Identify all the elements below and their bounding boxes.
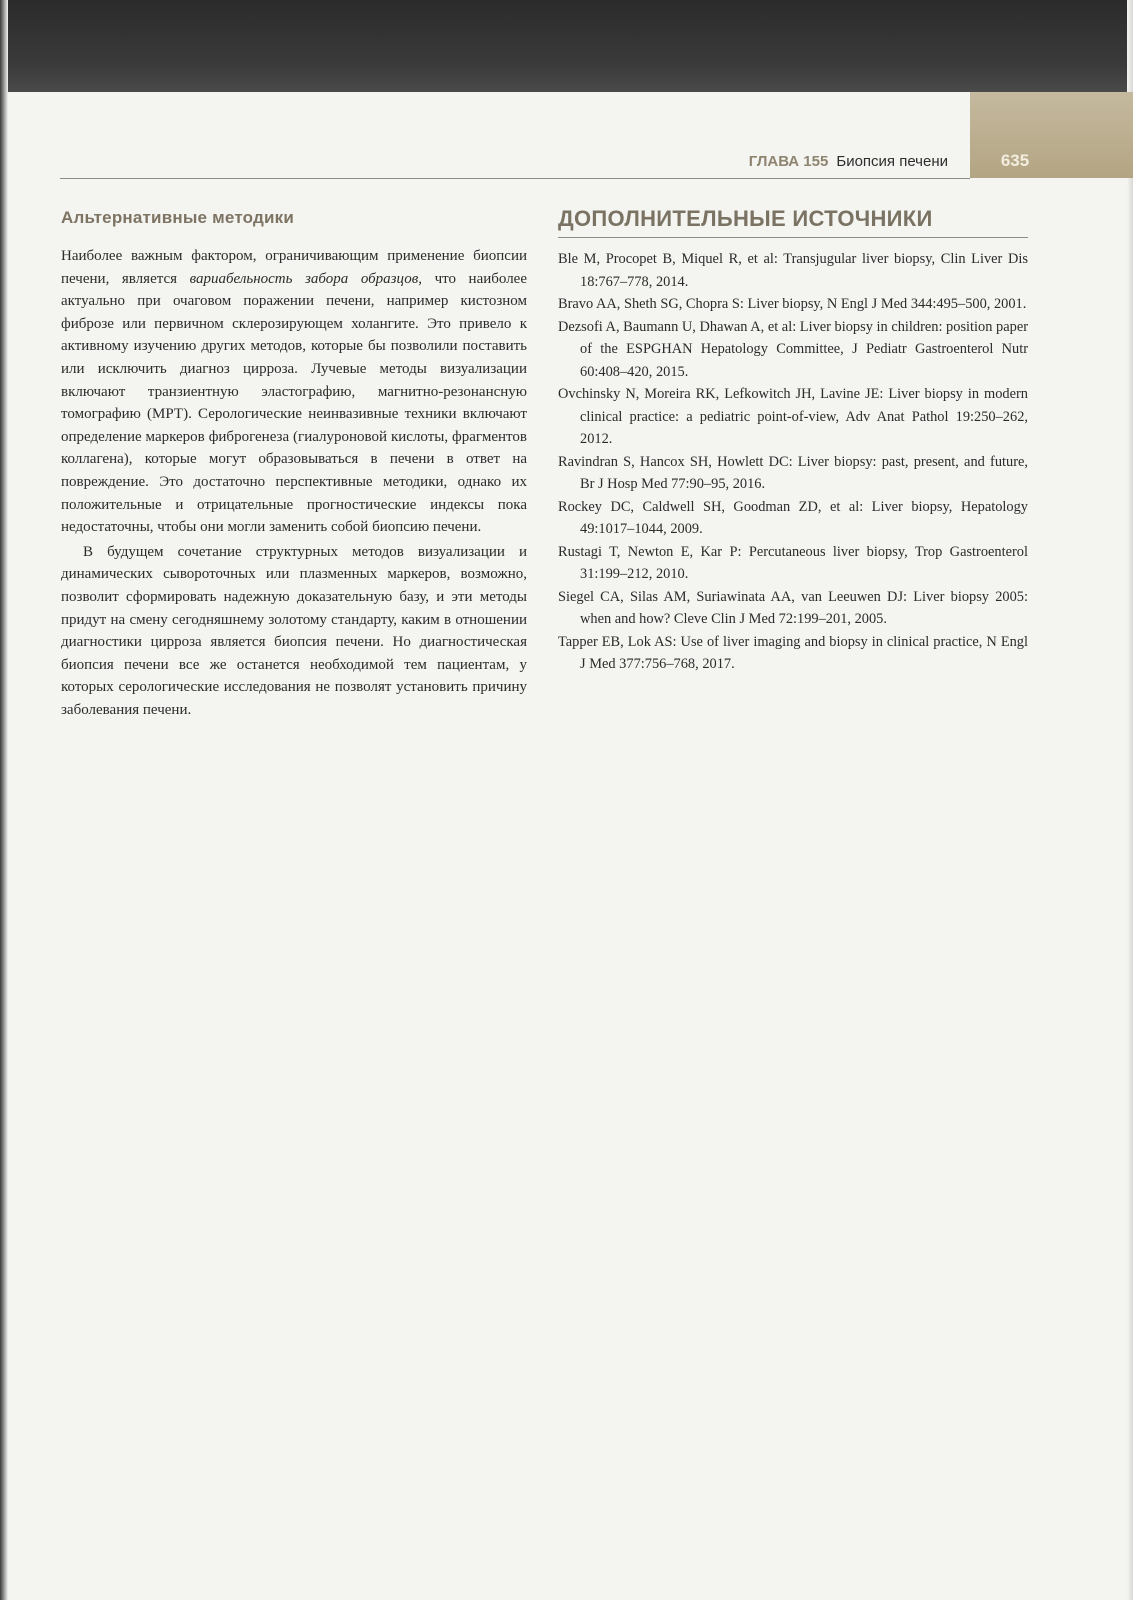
- reference-item: Rockey DC, Caldwell SH, Goodman ZD, et al: Liver biopsy, Hepatology 49:1017–1044, 2009.: [558, 498, 1028, 537]
- reference-item: Dezsofi A, Baumann U, Dhawan A, et al: Liver biopsy in children: position paper of the ESPGHAN Hepatology Committee, J Pediatr Gastroenterol Nutr 60:408–420, 2015.: [558, 318, 1028, 380]
- right-column: [558, 206, 1028, 676]
- reference-item: Tapper EB, Lok AS: Use of liver imaging and biopsy in clinical practice, N Engl J Med 377:756–768, 2017.: [558, 633, 1028, 672]
- scan-right-edge: [1127, 0, 1133, 1600]
- scan-top-shadow: [0, 0, 1133, 92]
- paragraph-1: [61, 245, 527, 539]
- section-title-alternatives: Альтернативные методики: [61, 208, 294, 227]
- paragraph-2: В будущем сочетание структурных методов визуализации и динамических сывороточных или плазменных маркеров, возможно, позволит сформировать надежную доказательную базу, и эти методы придут на смену сегодняшнему золотому стандарту, каким в отношении диагностики цирроза является биопсия печени. Но диагностическая биопсия печени все же останется необходимой тем пациентам, у которых серологические исследования не позволят установить причину заболевания печени.: [61, 543, 527, 718]
- references-rule: [558, 237, 1028, 238]
- paragraph-1-text-a: Наиболее важным фактором, ограничивающим применение биопсии печени, является: [61, 248, 527, 287]
- reference-item: Bravo AA, Sheth SG, Chopra S: Liver biopsy, N Engl J Med 344:495–500, 2001.: [558, 296, 1027, 312]
- reference-item: Ovchinsky N, Moreira RK, Lefkowitch JH, Lavine JE: Liver biopsy in modern clinical practice: a pediatric point-of-view, Adv Anat Pathol 19:250–262, 2012.: [558, 386, 1028, 447]
- section-body: [61, 245, 527, 721]
- reference-item: Rustagi T, Newton E, Kar P: Percutaneous liver biopsy, Trop Gastroenterol 31:199–212, 2010.: [558, 543, 1028, 582]
- reference-item: Ravindran S, Hancox SH, Howlett DC: Liver biopsy: past, present, and future, Br J Hosp Med 77:90–95, 2016.: [558, 453, 1028, 492]
- paragraph-1-text-b: , что наиболее актуально при очаговом поражении печени, например кистозном фиброзе или первичном склерозирующем холангите. Это привело к активному изучению других методов, которые бы позволили поставить или исключить диагноз цирроза. Лучевые методы визуализации включают транзиентную эластографию, магнитно-резонансную томографию (МРТ). Серологические неинвазивные техники включают определение маркеров фиброгенеза (гиалуроновой кислоты, фрагментов коллагена), которые могут образовываться в печени в ответ на повреждение. Это достаточно перспективные методики, однако их положительные и отрицательные прогностические индексы пока недостаточны, чтобы они могли заменить собой биопсию печени.: [61, 270, 527, 536]
- running-head: [600, 153, 948, 170]
- chapter-title: Биопсия печени: [836, 153, 948, 170]
- page-number: 635: [1000, 151, 1030, 170]
- paragraph-1-emphasis: вариабельность забора образцов: [189, 270, 419, 287]
- reference-item: Siegel CA, Silas AM, Suriawinata AA, van Leeuwen DJ: Liver biopsy 2005: when and how? Cleve Clin J Med 72:199–201, 2005.: [558, 588, 1028, 627]
- reference-item: Ble M, Procopet B, Miquel R, et al: Transjugular liver biopsy, Clin Liver Dis 18:767–778, 2014.: [558, 251, 1028, 290]
- scan-left-edge: [0, 0, 8, 1600]
- header-rule: [60, 178, 970, 179]
- left-column: [61, 208, 527, 721]
- chapter-label: ГЛАВА 155: [748, 153, 829, 170]
- reference-list: [558, 248, 1028, 676]
- section-title-references: ДОПОЛНИТЕЛЬНЫЕ ИСТОЧНИКИ: [558, 206, 933, 231]
